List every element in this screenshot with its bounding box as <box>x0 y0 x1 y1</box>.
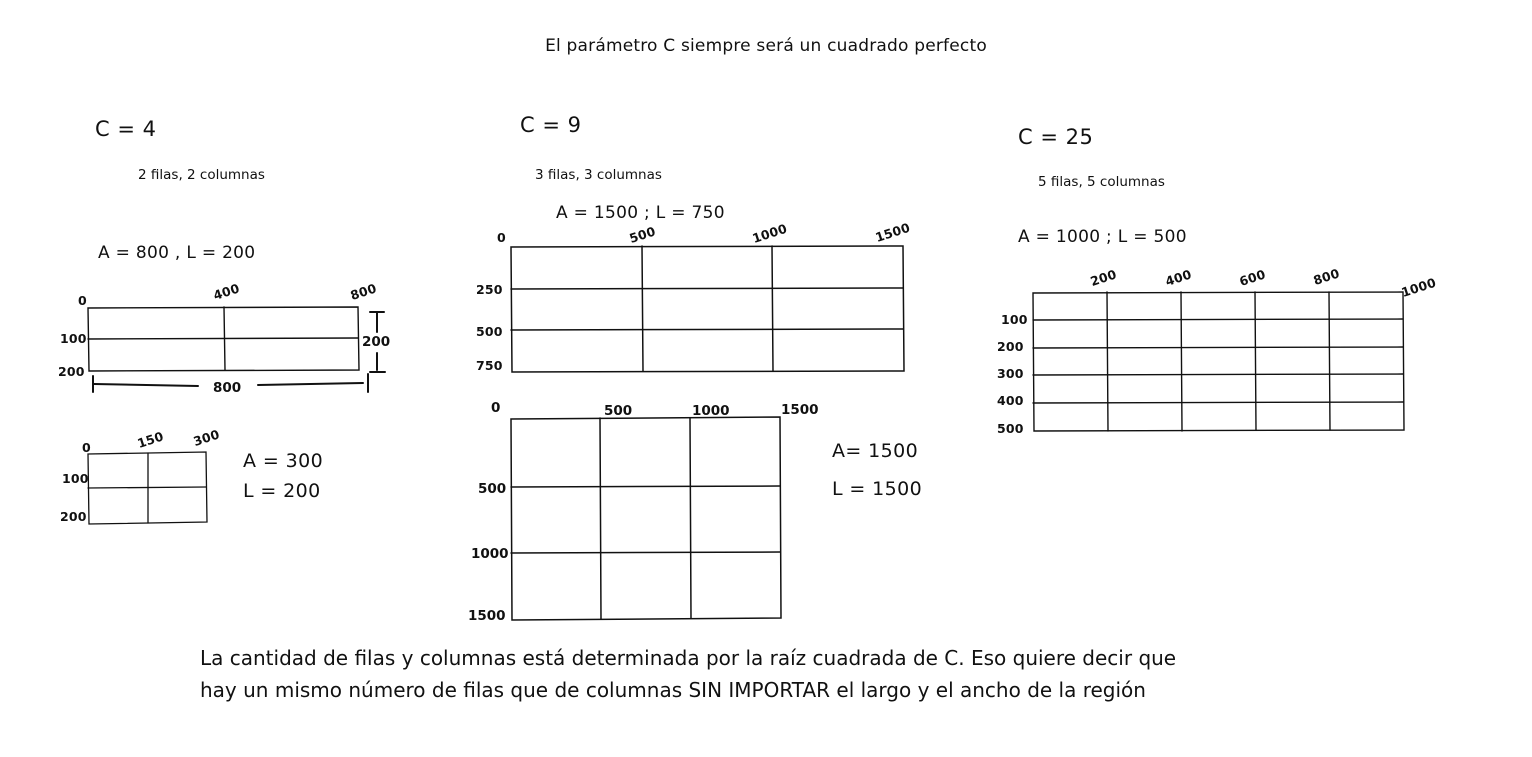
area-label-c4-ex2: A = 300 <box>243 450 324 472</box>
width-measure-c4-ex1: 800 <box>213 380 242 396</box>
grid-c9-example-1 <box>495 225 925 390</box>
ytick-c9-ex1-2: 500 <box>476 324 503 339</box>
section-rows-cols-c9: 3 filas, 3 columnas <box>535 167 662 183</box>
ytick-c25-ex1-1: 200 <box>997 339 1024 354</box>
xtick-c4-ex2-1: 150 <box>135 428 166 451</box>
area-label-c9-ex2: A= 1500 <box>832 440 919 462</box>
ytick-c4-ex1-2: 200 <box>58 364 85 379</box>
xtick-c9-ex2-1: 500 <box>604 403 633 419</box>
measure-brackets-c4-ex1 <box>80 300 410 410</box>
ytick-c9-ex2-1: 500 <box>478 481 507 497</box>
xtick-c4-ex1-2: 800 <box>348 280 379 303</box>
ytick-c9-ex1-1: 250 <box>476 282 503 297</box>
xtick-c9-ex2-3: 1500 <box>781 402 819 418</box>
xtick-c4-ex1-0: 0 <box>78 293 87 308</box>
ytick-c4-ex1-1: 100 <box>60 331 87 346</box>
page-title: El parámetro C siempre será un cuadrado perfecto <box>545 36 987 56</box>
ytick-c4-ex2-2: 200 <box>60 509 87 524</box>
xtick-c9-ex2-0: 0 <box>491 400 501 416</box>
xtick-c4-ex2-2: 300 <box>191 426 222 449</box>
section-heading-c4: C = 4 <box>95 117 157 141</box>
grid-c4-example-2 <box>70 430 250 540</box>
dims-label-c9-ex1: A = 1500 ; L = 750 <box>556 203 725 223</box>
dims-label-c25-ex1: A = 1000 ; L = 500 <box>1018 227 1187 247</box>
ytick-c9-ex1-3: 750 <box>476 358 503 373</box>
footer-line-2: hay un mismo número de filas que de columnas SIN IMPORTAR el largo y el ancho de la región <box>200 678 1146 702</box>
xtick-c25-ex1-2: 600 <box>1237 266 1268 289</box>
xtick-c25-ex1-4: 1000 <box>1399 274 1438 300</box>
xtick-c25-ex1-3: 800 <box>1311 265 1342 288</box>
xtick-c25-ex1-1: 400 <box>1163 266 1194 289</box>
xtick-c9-ex1-2: 1000 <box>750 220 789 246</box>
section-rows-cols-c4: 2 filas, 2 columnas <box>138 167 265 183</box>
xtick-c4-ex1-1: 400 <box>211 280 242 303</box>
ytick-c25-ex1-0: 100 <box>1001 312 1028 327</box>
grid-c9-example-2 <box>490 395 810 635</box>
ytick-c25-ex1-4: 500 <box>997 421 1024 436</box>
section-heading-c9: C = 9 <box>520 113 582 137</box>
xtick-c9-ex1-1: 500 <box>627 223 658 246</box>
ytick-c9-ex2-2: 1000 <box>471 546 509 562</box>
grid-c25-example-1 <box>1015 275 1425 450</box>
ytick-c4-ex2-1: 100 <box>62 471 89 486</box>
ytick-c25-ex1-2: 300 <box>997 366 1024 381</box>
dims-label-c4-ex1: A = 800 , L = 200 <box>98 243 256 263</box>
xtick-c9-ex1-0: 0 <box>497 230 506 245</box>
section-heading-c25: C = 25 <box>1018 125 1094 149</box>
length-label-c4-ex2: L = 200 <box>243 480 321 502</box>
ytick-c9-ex2-3: 1500 <box>468 608 506 624</box>
ytick-c25-ex1-3: 400 <box>997 393 1024 408</box>
length-label-c9-ex2: L = 1500 <box>832 478 923 500</box>
xtick-c9-ex2-2: 1000 <box>692 403 730 419</box>
footer-line-1: La cantidad de filas y columnas está determinada por la raíz cuadrada de C. Eso quiere decir que <box>200 646 1177 670</box>
xtick-c25-ex1-0: 200 <box>1088 266 1119 289</box>
xtick-c9-ex1-3: 1500 <box>873 219 912 245</box>
height-measure-c4-ex1: 200 <box>362 334 391 350</box>
xtick-c4-ex2-0: 0 <box>82 440 91 455</box>
section-rows-cols-c25: 5 filas, 5 columnas <box>1038 174 1165 190</box>
